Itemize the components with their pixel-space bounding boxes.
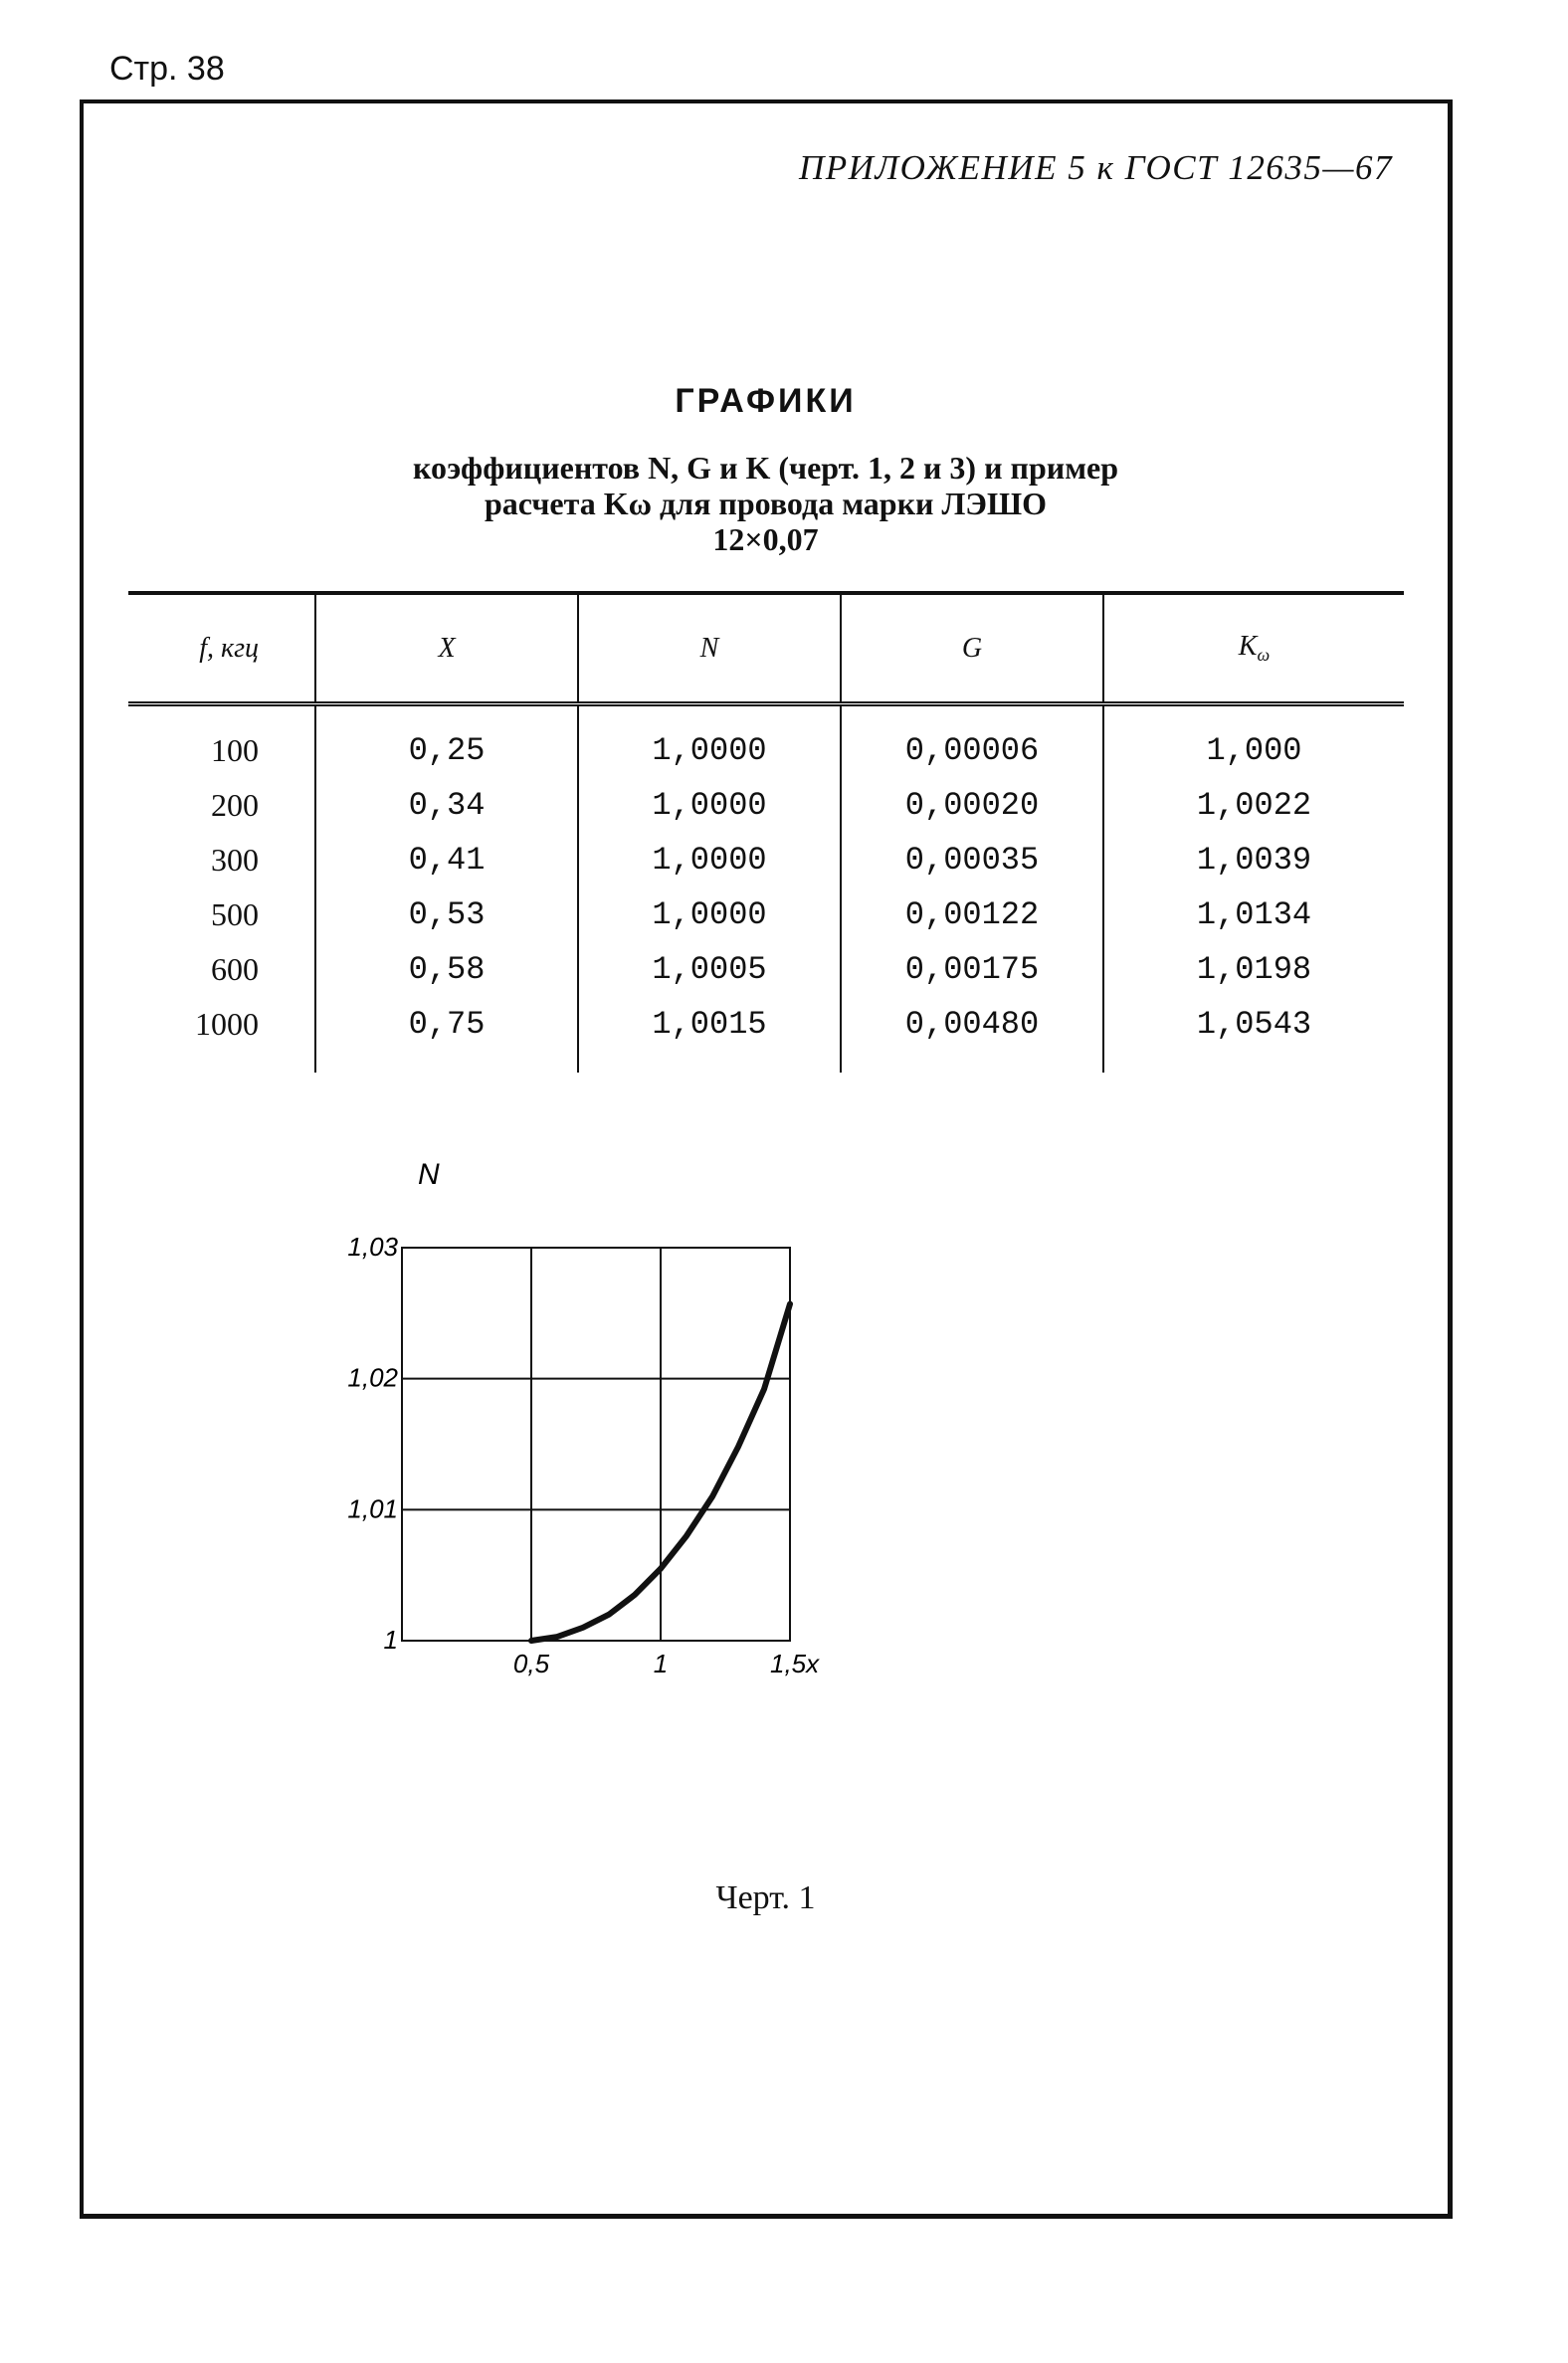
table-row (128, 942, 1404, 997)
cell-g: 0,00122 (841, 887, 1103, 942)
cell-frequency: 200 (211, 787, 259, 823)
cell-k-omega: 1,0198 (1103, 942, 1404, 997)
cell-k-omega: 1,0543 (1103, 997, 1404, 1073)
cell-k-omega: 1,000 (1103, 704, 1404, 779)
header-g: G (841, 593, 1103, 704)
cell-n: 1,0005 (578, 942, 841, 997)
cell-g: 0,00035 (841, 833, 1103, 887)
cell-n: 1,0000 (578, 704, 841, 779)
cell-x: 0,58 (315, 942, 578, 997)
cell-x: 0,75 (315, 997, 578, 1073)
coefficients-table-wrapper (128, 591, 1404, 1073)
table-header-row (128, 593, 1404, 704)
page-number: Стр. 38 (109, 50, 225, 88)
chart-y-axis-label: N (418, 1158, 440, 1191)
chart-tick-labels (347, 1232, 820, 1678)
cell-x: 0,25 (315, 704, 578, 779)
appendix-heading: ПРИЛОЖЕНИЕ 5 к ГОСТ 12635—67 (799, 148, 1393, 187)
cell-x: 0,34 (315, 778, 578, 833)
coefficients-table (128, 591, 1404, 1073)
cell-g: 0,00006 (841, 704, 1103, 779)
cell-frequency: 300 (211, 842, 259, 878)
header-k-subscript: ω (1257, 645, 1271, 665)
table-row (128, 997, 1404, 1073)
chart-grid (402, 1248, 790, 1641)
subtitle-line-1: коэффициентов N, G и K (черт. 1, 2 и 3) и пример (413, 450, 1118, 486)
page-frame (80, 99, 1453, 2219)
header-x: X (315, 593, 578, 704)
cell-frequency: 1000 (195, 1006, 259, 1042)
document-title: ГРАФИКИ (675, 382, 857, 420)
header-k-letter: K (1238, 631, 1258, 662)
header-n: N (578, 593, 841, 704)
chart-y-tick-label: 1 (383, 1625, 398, 1655)
document-subtitle (84, 450, 1448, 557)
table-body (128, 704, 1404, 1074)
cell-k-omega: 1,0022 (1103, 778, 1404, 833)
chart-x-tick-label: 1 (653, 1649, 669, 1678)
subtitle-line-3: 12×0,07 (712, 521, 819, 557)
chart-x-tick-label: 1,5x (770, 1649, 820, 1678)
cell-frequency: 500 (211, 896, 259, 932)
subtitle-line-2: расчета Kω для провода марки ЛЭШО (484, 486, 1048, 521)
cell-x: 0,41 (315, 833, 578, 887)
chart-frame (402, 1248, 790, 1641)
cell-n: 1,0015 (578, 997, 841, 1073)
cell-g: 0,00020 (841, 778, 1103, 833)
header-frequency: f, кгц (128, 593, 315, 704)
table-row (128, 833, 1404, 887)
chart-svg (347, 1148, 979, 1845)
table-row (128, 704, 1404, 779)
table-row (128, 778, 1404, 833)
chart-x-tick-label: 0,5 (512, 1649, 550, 1678)
chart-y-tick-label: 1,01 (347, 1493, 398, 1524)
cell-frequency: 600 (211, 951, 259, 987)
cell-g: 0,00480 (841, 997, 1103, 1073)
cell-k-omega: 1,0134 (1103, 887, 1404, 942)
cell-x: 0,53 (315, 887, 578, 942)
table-row (128, 887, 1404, 942)
chart-n-vs-x (347, 1148, 979, 1845)
cell-n: 1,0000 (578, 778, 841, 833)
cell-n: 1,0000 (578, 833, 841, 887)
cell-n: 1,0000 (578, 887, 841, 942)
figure-caption: Черт. 1 (715, 1879, 816, 1916)
chart-y-tick-label: 1,02 (347, 1362, 398, 1393)
cell-g: 0,00175 (841, 942, 1103, 997)
chart-y-tick-label: 1,03 (347, 1232, 398, 1262)
header-k-omega (1103, 593, 1404, 704)
cell-k-omega: 1,0039 (1103, 833, 1404, 887)
cell-frequency: 100 (211, 732, 259, 768)
